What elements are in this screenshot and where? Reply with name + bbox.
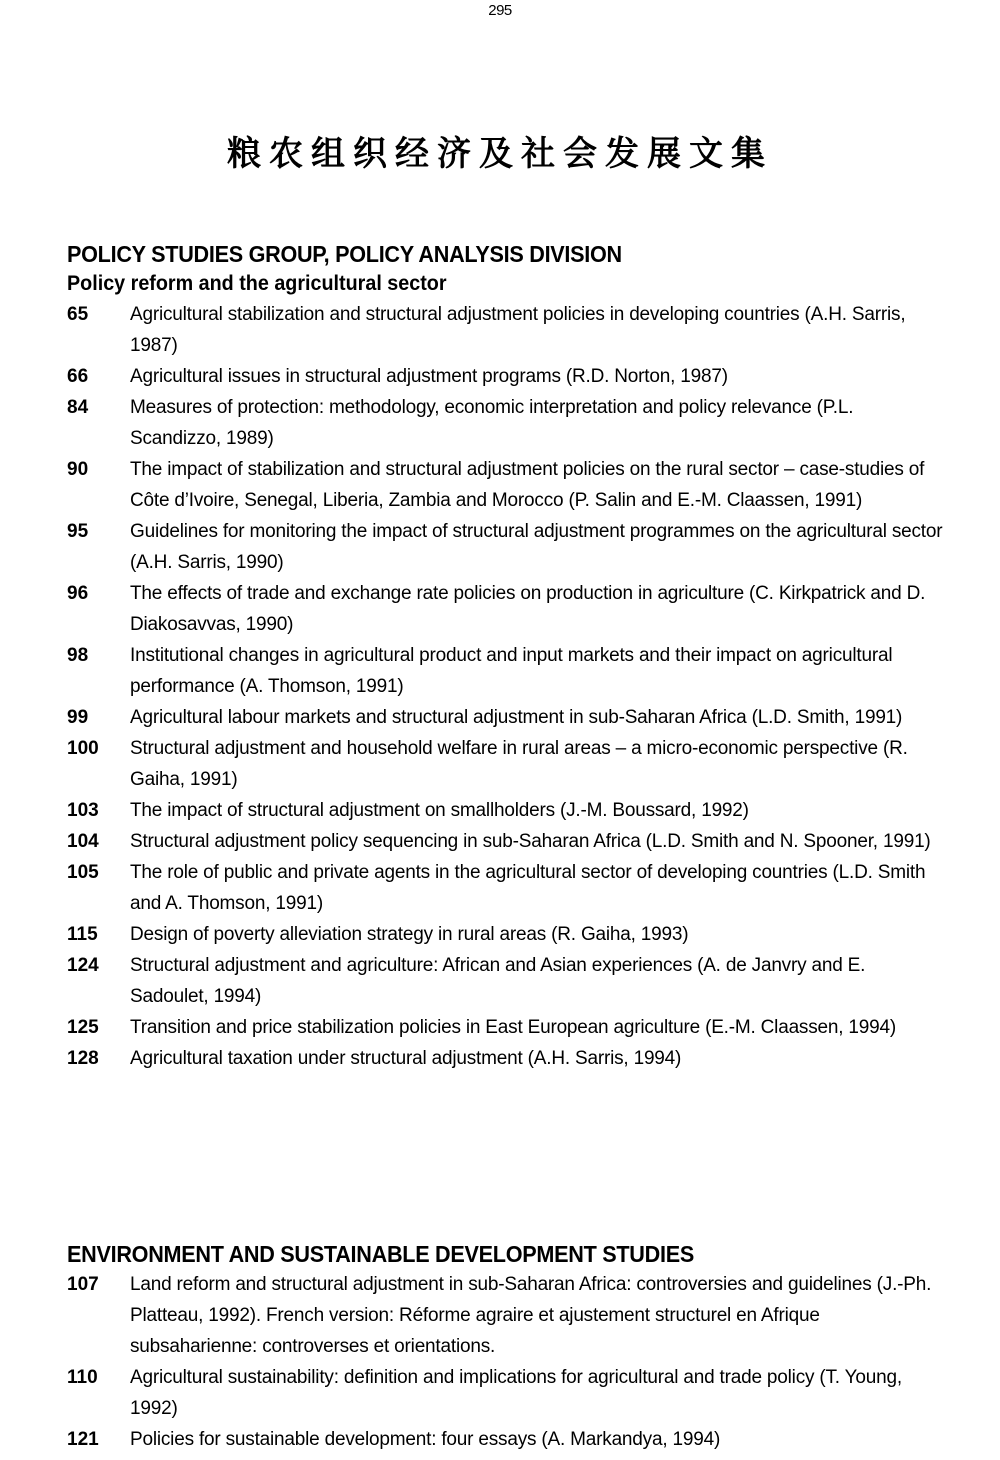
entry-title: Institutional changes in agricultural product and input markets and their impact on agricultural performance (A. Thomson, 1991) [130,645,893,697]
section-heading: POLICY STUDIES GROUP, POLICY ANALYSIS DIVISION [67,241,622,267]
entry-number: 128 [67,1048,99,1069]
list-item [67,733,947,795]
list-item [67,454,947,516]
list-item [67,950,947,1012]
publication-list [67,1269,947,1455]
entry-title: Structural adjustment and household welfare in rural areas – a micro-economic perspective (R. Gaiha, 1991) [130,738,908,790]
entry-number: 105 [67,862,99,883]
entry-number: 121 [67,1429,99,1450]
entry-title: Agricultural sustainability: definition and implications for agricultural and trade policy (T. Young, 1992) [130,1367,902,1419]
list-item [67,1362,947,1424]
entry-number: 99 [67,707,89,728]
entry-number: 96 [67,583,89,604]
entry-number: 124 [67,955,99,976]
list-item [67,640,947,702]
page-number: 295 [488,2,512,19]
section-subheading: Policy reform and the agricultural sector [67,272,447,295]
list-item [67,857,947,919]
entry-title: Agricultural taxation under structural adjustment (A.H. Sarris, 1994) [130,1048,682,1069]
entry-title: Transition and price stabilization policies in East European agriculture (E.-M. Claassen, 1994) [130,1017,897,1038]
entry-title: The role of public and private agents in the agricultural sector of developing countries (L.D. Smith and A. Thomson, 1991) [130,862,926,914]
entry-number: 66 [67,366,89,387]
entry-number: 65 [67,304,89,325]
section-heading: ENVIRONMENT AND SUSTAINABLE DEVELOPMENT STUDIES [67,1241,694,1267]
list-item [67,299,947,361]
entry-title: Measures of protection: methodology, economic interpretation and policy relevance (P.L. Scandizzo, 1989) [130,397,854,449]
list-item [67,392,947,454]
section-policy-studies [67,239,947,1074]
entry-number: 107 [67,1274,99,1295]
list-item [67,1269,947,1362]
entry-number: 90 [67,459,89,480]
entry-title: Design of poverty alleviation strategy in rural areas (R. Gaiha, 1993) [130,924,689,945]
entry-number: 104 [67,831,99,852]
entry-number: 115 [67,924,98,945]
list-item [67,1043,947,1074]
entry-title: Structural adjustment policy sequencing in sub-Saharan Africa (L.D. Smith and N. Spooner, 1991) [130,831,931,852]
entry-title: The impact of stabilization and structural adjustment policies on the rural sector – case-studies of Côte d’Ivoire, Senegal, Liberia, Zambia and Morocco (P. Salin and E.-M. Claassen, 1991) [130,459,925,511]
entry-title: The effects of trade and exchange rate policies on production in agriculture (C. Kirkpatrick and D. Diakosavvas, 1990) [130,583,926,635]
entry-title: The impact of structural adjustment on smallholders (J.-M. Boussard, 1992) [130,800,749,821]
entry-title: Land reform and structural adjustment in sub-Saharan Africa: controversies and guidelines (J.-Ph. Platteau, 1992). French version: Réforme agraire et ajustement structurel en Afrique subsaharienne: controverses et orientations. [130,1274,932,1357]
list-item [67,361,947,392]
list-item [67,919,947,950]
list-item [67,1012,947,1043]
section-environment [67,1239,947,1455]
entry-number: 100 [67,738,99,759]
list-item [67,702,947,733]
entry-number: 110 [67,1367,98,1388]
entry-number: 84 [67,397,89,418]
publication-list [67,299,947,1074]
entry-number: 103 [67,800,99,821]
entry-number: 95 [67,521,89,542]
entry-title: Guidelines for monitoring the impact of structural adjustment programmes on the agricultural sector (A.H. Sarris, 1990) [130,521,943,573]
entry-number: 98 [67,645,89,666]
page-title: 粮农组织经济及社会发展文集 [227,134,773,174]
entry-title: Structural adjustment and agriculture: African and Asian experiences (A. de Janvry and E. Sadoulet, 1994) [130,955,866,1007]
entry-number: 125 [67,1017,99,1038]
list-item [67,1424,947,1455]
list-item [67,516,947,578]
list-item [67,578,947,640]
entry-title: Agricultural issues in structural adjustment programs (R.D. Norton, 1987) [130,366,728,387]
list-item [67,826,947,857]
entry-title: Agricultural labour markets and structural adjustment in sub-Saharan Africa (L.D. Smith, 1991) [130,707,903,728]
entry-title: Policies for sustainable development: four essays (A. Markandya, 1994) [130,1429,721,1450]
entry-title: Agricultural stabilization and structural adjustment policies in developing countries (A.H. Sarris, 1987) [130,304,906,356]
list-item [67,795,947,826]
